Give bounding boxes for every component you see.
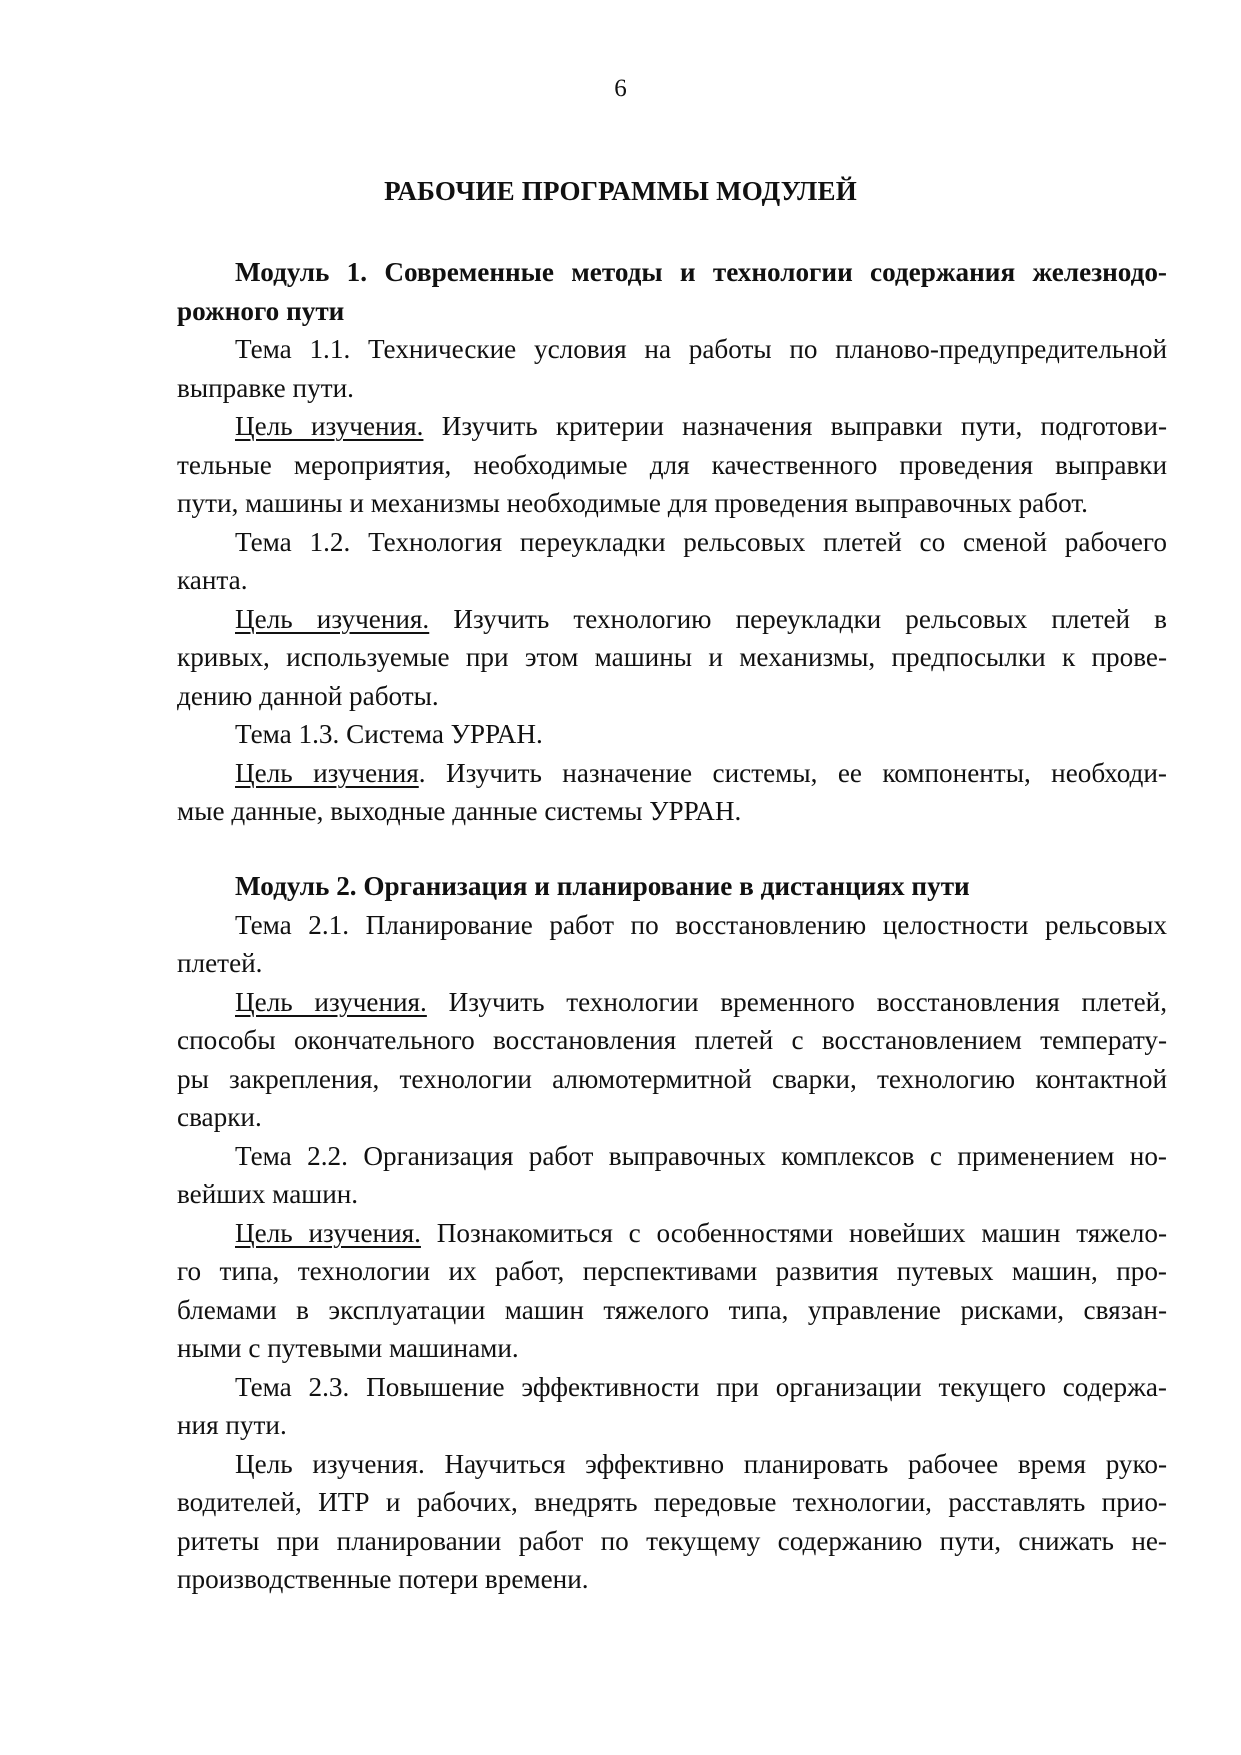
goal-text: Изучить технологию переукладки рельсовых плетей в [429, 603, 1167, 634]
topic-goal-continued: блемами в эксплуатации машин тяжелого типа, управление рисками, связан- [177, 1294, 1167, 1325]
topic-goal [177, 407, 1167, 446]
module-heading: Модуль 1. Современные методы и технологии содержания железнодо- [235, 257, 1167, 287]
goal-label: Цель изучения. [235, 411, 424, 441]
topic-title: Тема 1.2. Технология переукладки рельсовых плетей со сменой рабочего [235, 526, 1167, 557]
topic-goal-continued: способы окончательного восстановления плетей с восстановлением температу- [177, 1025, 1167, 1055]
topic-title-continued: вейших машин. [177, 1179, 359, 1209]
goal-label: Цель изучения. [235, 603, 430, 634]
topic-goal [177, 1445, 1167, 1484]
topic-title-continued: плетей. [177, 948, 263, 978]
topic-title-continued: ния пути. [177, 1410, 287, 1440]
topic-goal [177, 600, 1167, 639]
topic-goal-continued: ры закрепления, технологии алюмотермитной сварки, технологию контактной [177, 1063, 1167, 1094]
topic-goal [177, 754, 1167, 793]
topic-goal [177, 1214, 1167, 1253]
goal-text: Изучить технологии временного восстановления плетей, [426, 986, 1167, 1017]
topic-goal-continued: сварки. [177, 1102, 262, 1132]
topic-goal-continued: ными с путевыми машинами. [177, 1333, 519, 1363]
module-heading-continued: рожного пути [177, 295, 345, 326]
topic-title: Тема 2.3. Повышение эффективности при организации текущего содержа- [235, 1371, 1167, 1402]
topic-goal-continued: мые данные, выходные данные системы УРРАН. [177, 796, 742, 826]
goal-text: Научиться эффективно планировать рабочее время руко- [424, 1448, 1167, 1479]
topic-goal-continued: дению данной работы. [177, 680, 439, 711]
goal-text: . Изучить назначение системы, ее компоненты, необходи- [418, 757, 1167, 788]
topic-goal-continued: производственные потери времени. [177, 1564, 589, 1594]
module-1-section [177, 253, 1167, 831]
topic-goal-continued: кривых, используемые при этом машины и механизмы, предпосылки к прове- [177, 642, 1167, 672]
page-number: 6 [614, 75, 627, 102]
goal-text: Познакомиться с особенностями новейших машин тяжело- [420, 1217, 1167, 1248]
goal-label: Цель изучения. [235, 1448, 425, 1479]
topic-goal-continued: ритеты при планировании работ по текущему содержанию пути, снижать не- [177, 1525, 1167, 1556]
module-heading: Модуль 2. Организация и планирование в дистанциях пути [235, 871, 970, 901]
topic-title: Тема 1.1. Технические условия на работы по планово-предупредительной [235, 334, 1167, 364]
page-title: РАБОЧИЕ ПРОГРАММЫ МОДУЛЕЙ [384, 176, 857, 206]
module-2-section [177, 867, 1167, 1599]
topic-goal-continued: водителей, ИТР и рабочих, внедрять передовые технологии, расставлять прио- [177, 1487, 1167, 1517]
goal-label: Цель изучения. [235, 986, 427, 1017]
topic-title: Тема 2.2. Организация работ выправочных комплексов с применением но- [235, 1140, 1167, 1171]
topic-title: Тема 2.1. Планирование работ по восстановлению целостности рельсовых [235, 909, 1167, 940]
topic-goal-continued: го типа, технологии их работ, перспективами развития путевых машин, про- [177, 1256, 1167, 1286]
topic-goal [177, 983, 1167, 1022]
topic-title-continued: выправке пути. [177, 372, 354, 403]
topic-goal-continued: пути, машины и механизмы необходимые для проведения выправочных работ. [177, 488, 1088, 518]
goal-label: Цель изучения [235, 757, 419, 788]
topic-title: Тема 1.3. Система УРРАН. [235, 719, 543, 749]
goal-label: Цель изучения. [235, 1217, 421, 1248]
topic-goal-continued: тельные мероприятия, необходимые для качественного проведения выправки [177, 449, 1167, 480]
topic-title-continued: канта. [177, 565, 248, 595]
goal-text: Изучить критерии назначения выправки пути, подготови- [423, 411, 1167, 441]
